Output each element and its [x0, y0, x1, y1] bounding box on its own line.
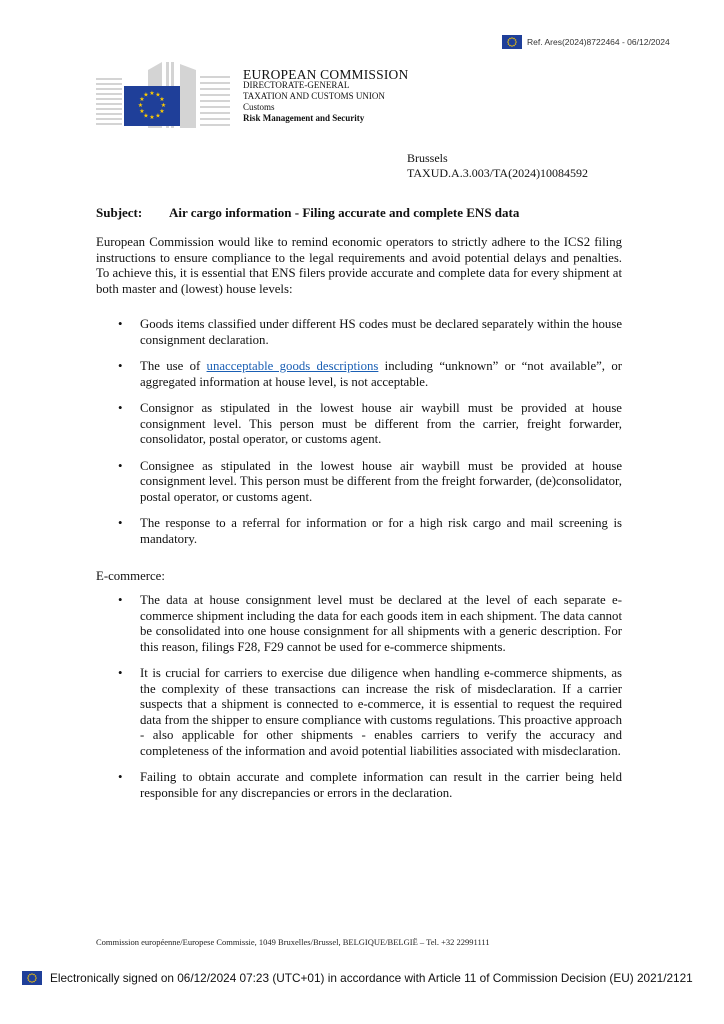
- svg-text:★: ★: [159, 96, 165, 103]
- unit-name: Customs: [243, 102, 275, 112]
- svg-text:★: ★: [159, 108, 165, 115]
- svg-text:★: ★: [149, 90, 155, 97]
- list-item: • The use of unacceptable goods descriptions including “unknown” or “not available”, or aggregated information at house level, is not acceptable.: [120, 359, 622, 390]
- org-name: EUROPEAN COMMISSION: [243, 67, 409, 82]
- list-item: • Consignor as stipulated in the lowest house air waybill must be provided at house consignment level. This person must be different from the carrier, freight forwarder, consolidator, postal operator, or customs agent.: [120, 401, 622, 448]
- reference-stamp: [502, 35, 670, 49]
- dg-line-1: DIRECTORATE-GENERAL: [243, 80, 350, 90]
- svg-text:★: ★: [155, 112, 161, 120]
- dg-line-2: TAXATION AND CUSTOMS UNION: [243, 91, 385, 101]
- svg-text:★: ★: [155, 91, 161, 99]
- svg-text:★: ★: [143, 112, 149, 120]
- unacceptable-descriptions-link[interactable]: unacceptable goods descriptions: [206, 359, 379, 373]
- ecommerce-list: [120, 593, 622, 812]
- svg-text:★: ★: [139, 96, 145, 103]
- list-item: • The data at house consignment level must be declared at the level of each separate e-commerce shipment including the data for each goods item in each shipment. The data cannot be consolidated into one house consignment for all shipments with a generic description. For this reason, filings F28, F29 cannot be used for e-commerce shipments.: [120, 593, 622, 655]
- department-name: Risk Management and Security: [243, 113, 365, 123]
- subject-label: Subject:: [96, 205, 143, 220]
- commission-logo: [96, 60, 230, 130]
- svg-text:★: ★: [149, 114, 155, 121]
- list-item: • The response to a referral for information or for a high risk cargo and mail screening is mandatory.: [120, 516, 622, 547]
- svg-text:★: ★: [160, 102, 167, 109]
- requirements-list: [120, 317, 622, 558]
- city: Brussels: [407, 151, 448, 165]
- list-item: • Goods items classified under different HS codes must be declared separately within the house consignment declaration.: [120, 317, 622, 348]
- eu-flag-icon: [502, 35, 522, 49]
- list-item: • Consignee as stipulated in the lowest house air waybill must be provided at house consignment level. This person must be different from the freight forwarder, (de)consolidator, postal operator, or customs agent.: [120, 459, 622, 506]
- svg-text:★: ★: [143, 91, 149, 99]
- reference-text: Ref. Ares(2024)8722464 - 06/12/2024: [527, 37, 670, 47]
- electronic-signature: [22, 971, 693, 985]
- address-footer: Commission européenne/Europese Commissie, 1049 Bruxelles/Brussel, BELGIQUE/BELGIË – Tel. +32 22991111: [96, 937, 490, 947]
- svg-text:★: ★: [137, 102, 144, 109]
- eu-flag-icon: [22, 971, 42, 985]
- location-block: [407, 151, 588, 181]
- list-item: • Failing to obtain accurate and complete information can result in the carrier being held responsible for any discrepancies or errors in the declaration.: [120, 770, 622, 801]
- intro-paragraph: European Commission would like to remind economic operators to strictly adhere to the ICS2 filing instructions to ensure compliance to the legal requirements and avoid potential delays and penalties. To achieve this, it is essential that ENS filers provide accurate and complete data for every shipment at both master and (lowest) house levels:: [96, 235, 622, 296]
- ecommerce-heading: E-commerce:: [96, 569, 165, 583]
- letterhead: [243, 69, 408, 124]
- subject-line: [96, 205, 519, 221]
- list-item: • It is crucial for carriers to exercise due diligence when handling e-commerce shipments, as the complexity of these transactions can increase the risk of misdeclaration. If a carrier suspects that a shipment is connected to e-commerce, it is essential to request the required data from the shipper to ensure compliance with customs regulations. This proactive approach - also applicable for other shipments - enables carriers to verify the accuracy and completeness of the information and avoid potential liabilities associated with misdeclaration.: [120, 666, 622, 759]
- svg-text:★: ★: [139, 108, 145, 115]
- signature-text: Electronically signed on 06/12/2024 07:23 (UTC+01) in accordance with Article 11 of Commission Decision (EU) 2021/2121: [50, 971, 693, 985]
- subject-text: Air cargo information - Filing accurate and complete ENS data: [169, 205, 520, 220]
- file-code: TAXUD.A.3.003/TA(2024)10084592: [407, 166, 589, 180]
